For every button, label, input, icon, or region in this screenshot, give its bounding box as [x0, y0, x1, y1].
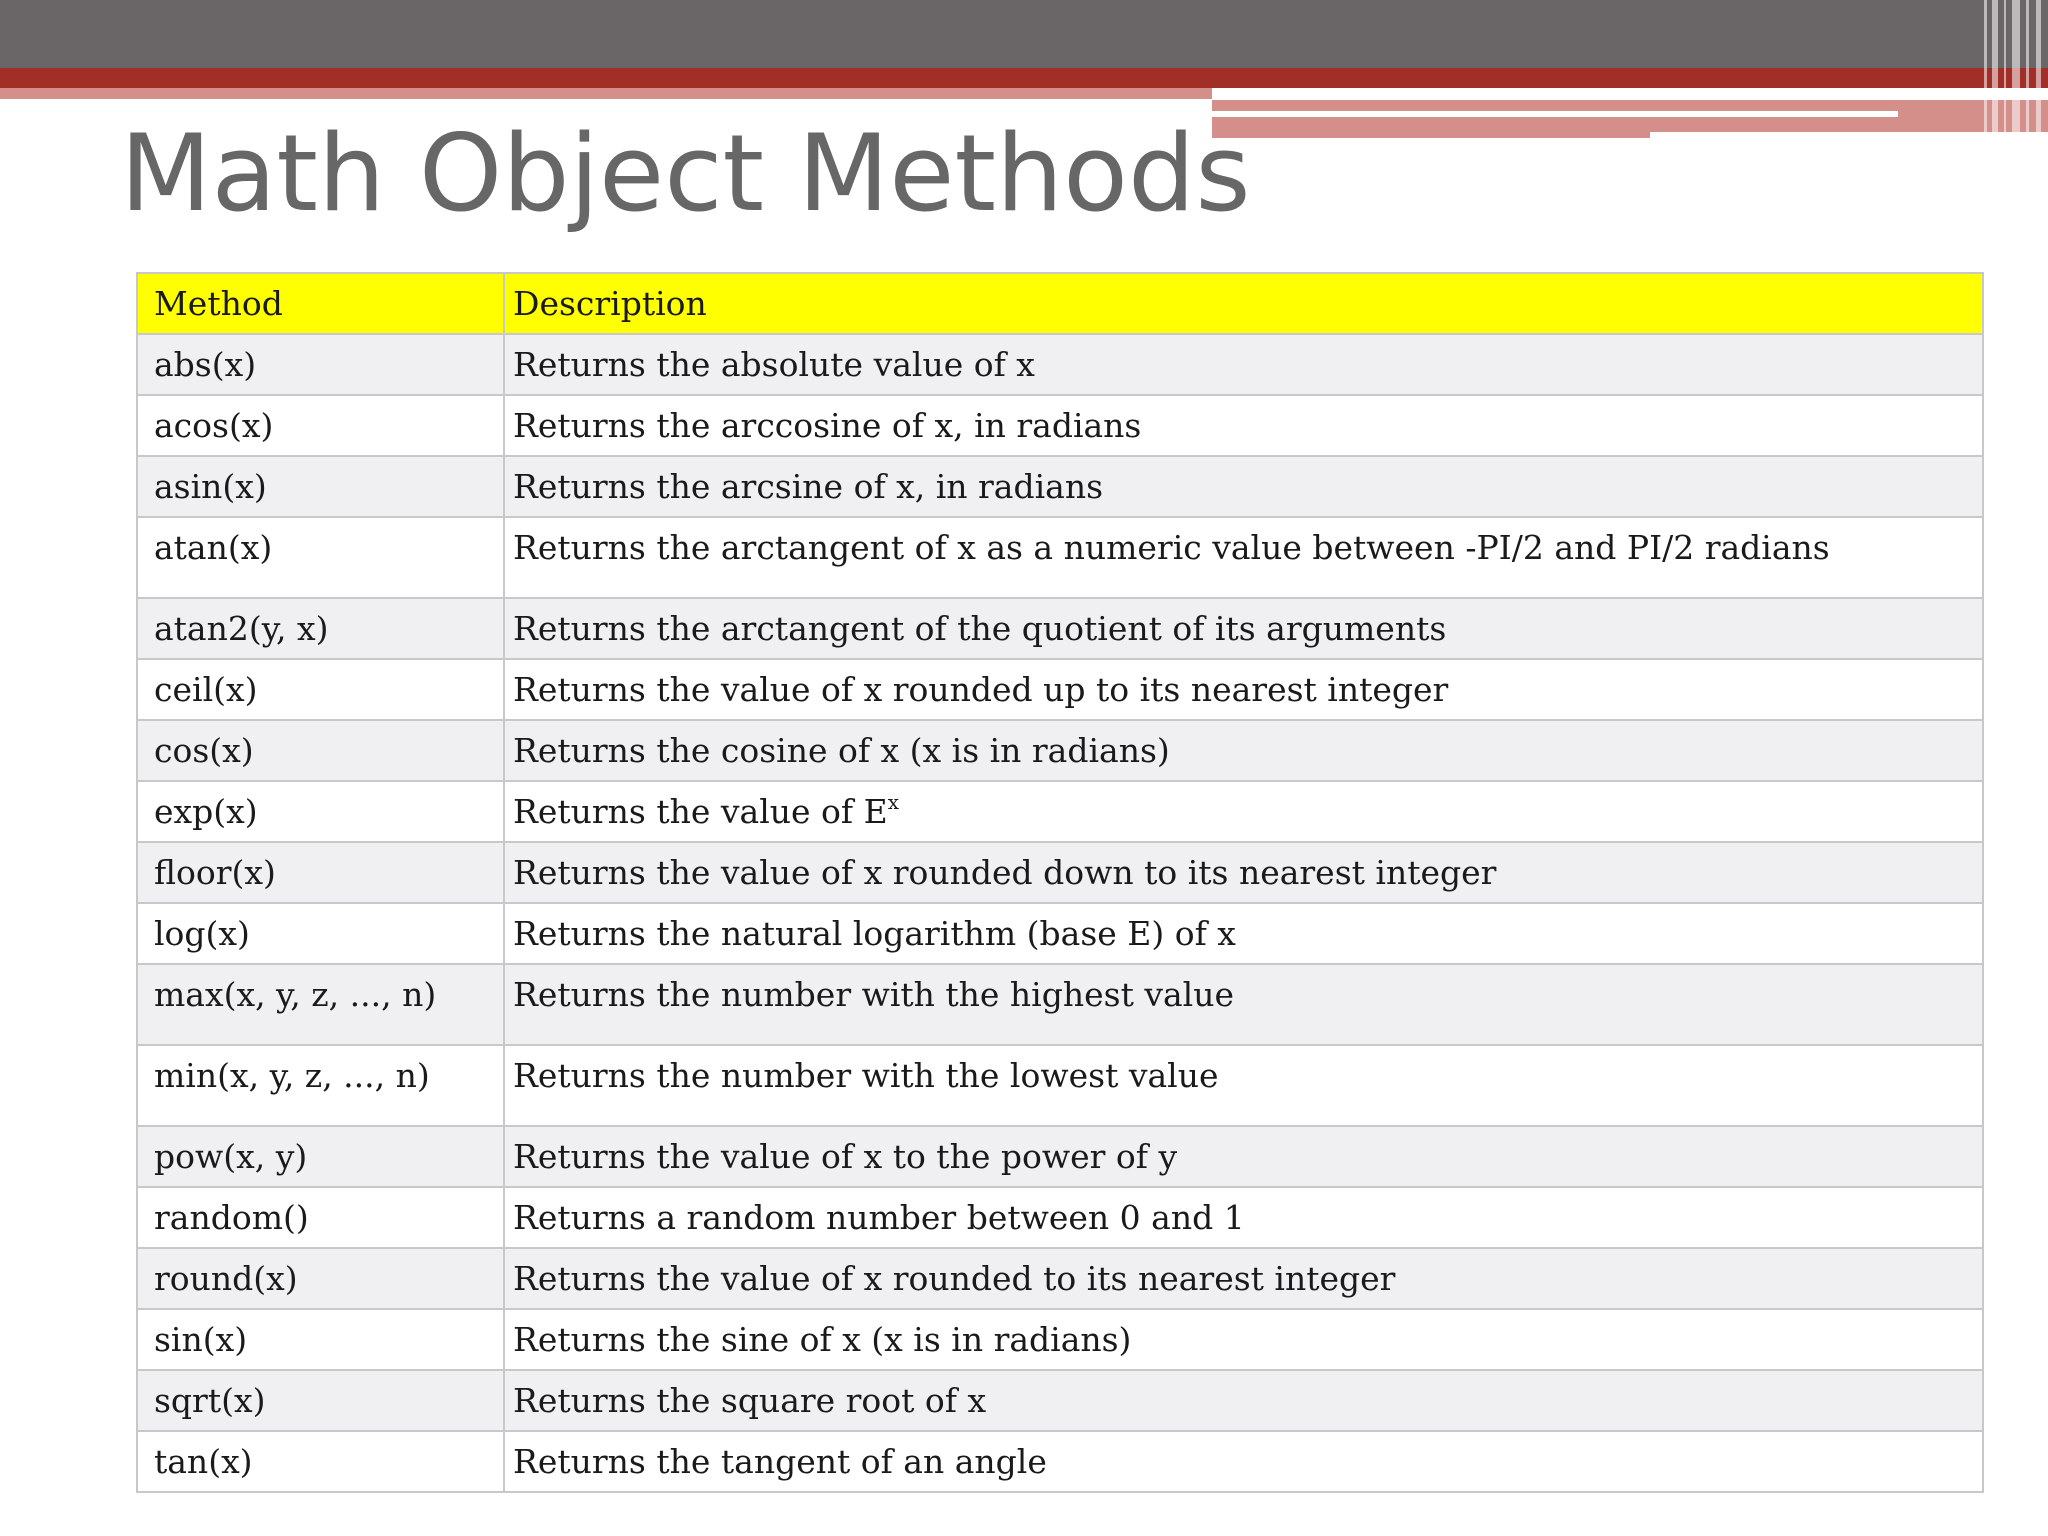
table-row: [137, 964, 1983, 1045]
header-white-line: [1212, 111, 1898, 117]
header-red-bar: [0, 68, 2048, 88]
table-header-row: [137, 273, 1983, 334]
header-vertical-stripes: [1978, 0, 2048, 138]
description-cell: Returns the natural logarithm (base E) of x: [504, 903, 1983, 964]
table-row: [137, 720, 1983, 781]
table-row: [137, 517, 1983, 598]
description-cell: Returns the sine of x (x is in radians): [504, 1309, 1983, 1370]
method-cell: ceil(x): [137, 659, 504, 720]
method-cell: exp(x): [137, 781, 504, 842]
description-cell: Returns the tangent of an angle: [504, 1431, 1983, 1492]
table-row: [137, 842, 1983, 903]
method-cell: acos(x): [137, 395, 504, 456]
header-description: Description: [504, 273, 1983, 334]
table-row: [137, 1187, 1983, 1248]
method-cell: log(x): [137, 903, 504, 964]
table-row: [137, 1248, 1983, 1309]
method-cell: abs(x): [137, 334, 504, 395]
description-cell: Returns a random number between 0 and 1: [504, 1187, 1983, 1248]
table-row: [137, 1370, 1983, 1431]
description-cell: Returns the value of x to the power of y: [504, 1126, 1983, 1187]
description-cell: Returns the value of x rounded down to its nearest integer: [504, 842, 1983, 903]
method-cell: tan(x): [137, 1431, 504, 1492]
description-cell: Returns the arctangent of the quotient of its arguments: [504, 598, 1983, 659]
method-cell: sqrt(x): [137, 1370, 504, 1431]
table-row: [137, 456, 1983, 517]
table-row: [137, 1309, 1983, 1370]
table-row: [137, 903, 1983, 964]
table-row: [137, 395, 1983, 456]
method-cell: round(x): [137, 1248, 504, 1309]
header-method: Method: [137, 273, 504, 334]
table-row: [137, 1431, 1983, 1492]
method-cell: pow(x, y): [137, 1126, 504, 1187]
method-cell: cos(x): [137, 720, 504, 781]
description-cell: Returns the arcsine of x, in radians: [504, 456, 1983, 517]
method-cell: max(x, y, z, ..., n): [137, 964, 504, 1045]
slide-title: Math Object Methods: [120, 112, 1251, 235]
description-cell: Returns the value of x rounded to its nearest integer: [504, 1248, 1983, 1309]
method-cell: min(x, y, z, ..., n): [137, 1045, 504, 1126]
description-cell: Returns the value of $E^x$: [504, 781, 1983, 842]
table-row: [137, 1126, 1983, 1187]
method-cell: atan(x): [137, 517, 504, 598]
table-row: [137, 598, 1983, 659]
header-gray-bar: [0, 0, 2048, 68]
table-row: [137, 659, 1983, 720]
method-cell: random(): [137, 1187, 504, 1248]
description-cell: Returns the number with the highest value: [504, 964, 1983, 1045]
table-row: [137, 334, 1983, 395]
table-row: [137, 781, 1983, 842]
description-cell: Returns the number with the lowest value: [504, 1045, 1983, 1126]
description-cell: Returns the square root of x: [504, 1370, 1983, 1431]
exponent-superscript: x: [887, 790, 899, 814]
description-cell: Returns the cosine of x (x is in radians): [504, 720, 1983, 781]
math-methods-table: [136, 272, 1984, 1493]
description-cell: Returns the value of x rounded up to its nearest integer: [504, 659, 1983, 720]
method-cell: atan2(y, x): [137, 598, 504, 659]
header-pink-stripe-left: [0, 88, 1212, 99]
table-row: [137, 1045, 1983, 1126]
description-cell: Returns the absolute value of x: [504, 334, 1983, 395]
method-cell: floor(x): [137, 842, 504, 903]
description-cell: Returns the arctangent of x as a numeric value between -PI/2 and PI/2 radians: [504, 517, 1983, 598]
method-cell: sin(x): [137, 1309, 504, 1370]
description-cell: Returns the arccosine of x, in radians: [504, 395, 1983, 456]
method-cell: asin(x): [137, 456, 504, 517]
